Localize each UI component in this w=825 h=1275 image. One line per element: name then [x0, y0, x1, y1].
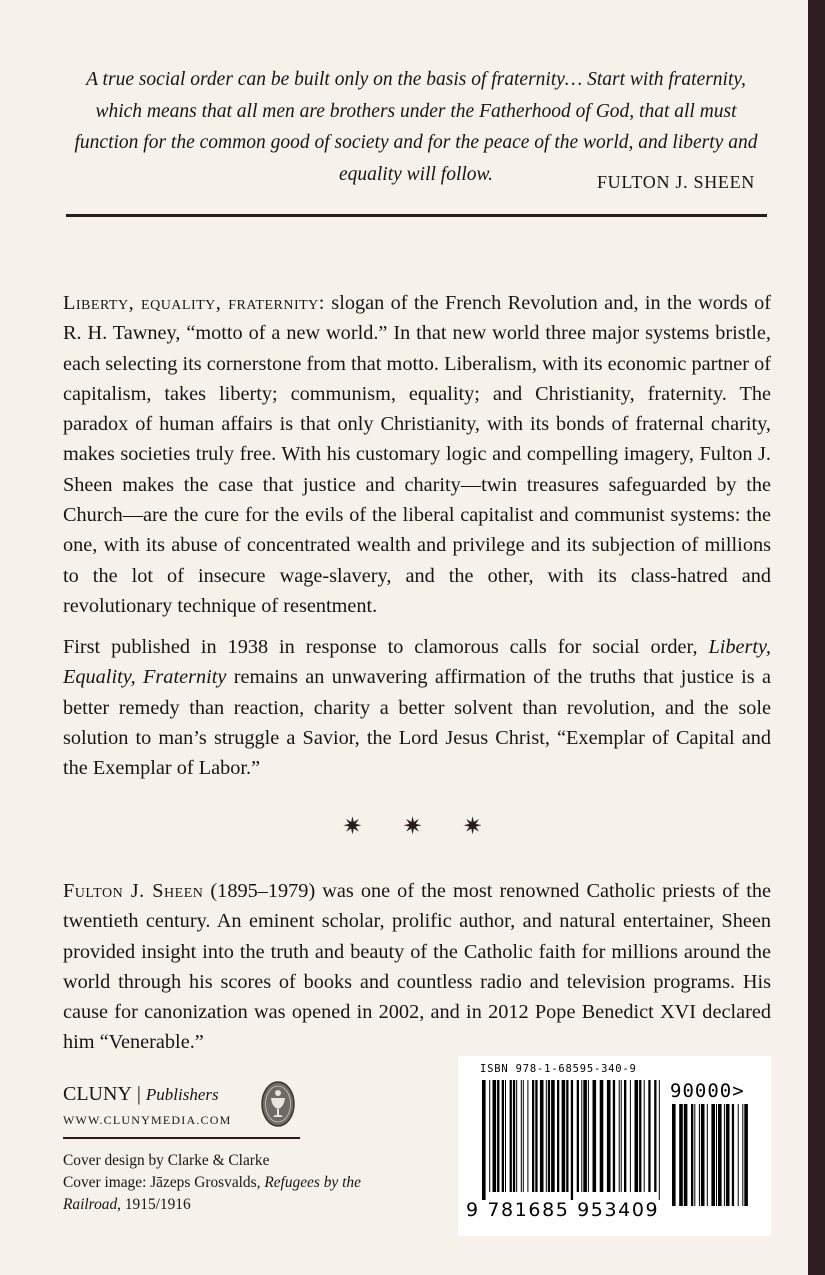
barcode-bar	[644, 1080, 645, 1192]
barcode-bar	[621, 1080, 622, 1192]
barcode-bar	[493, 1080, 497, 1192]
cover-image-title: Refugees by the Railroad	[63, 1174, 361, 1213]
barcode-bar	[630, 1080, 631, 1192]
description-p2-rest: remains an unwavering affirmation of the truths that justice is a better remedy than reaction, charity a better solvent than revolution, and the sole solution to man’s struggle a Savior, the Lord Jesus Christ, “Exemplar of Capital and the Exemplar of Labor.”	[63, 666, 771, 780]
ean-digits: 9 781685 953409	[466, 1199, 660, 1221]
book-spine-edge	[808, 0, 825, 1275]
barcode-bar	[639, 1080, 641, 1192]
barcode-bar	[619, 1080, 620, 1192]
barcode-bar	[516, 1080, 517, 1192]
barcode-bar	[624, 1080, 626, 1192]
barcode-bar	[707, 1104, 708, 1206]
isbn-barcode	[458, 1056, 771, 1236]
chalice-seal-icon	[260, 1080, 296, 1128]
barcode-bar	[546, 1080, 547, 1192]
star-ornament-icon: ✷	[342, 812, 363, 840]
barcode-bar	[562, 1080, 566, 1192]
publisher-imprint	[63, 1083, 219, 1106]
barcode-bar	[505, 1080, 506, 1192]
barcode-bar	[593, 1080, 597, 1192]
barcode-bar	[726, 1104, 730, 1206]
book-title-italic: Liberty, Equality, Fraternity	[63, 636, 771, 689]
description-paragraph-2	[63, 632, 771, 783]
epigraph-quote: A true social order can be built only on the basis of fraternity… Start with fraternity, which means that all men are brothers under the Fatherhood of God, that all must function for the common good of society and for the peace of the world, and liberty and equality will follow.	[74, 69, 758, 185]
barcode-bar	[527, 1080, 528, 1192]
barcode-bar	[648, 1080, 650, 1192]
barcode-bar	[510, 1080, 512, 1192]
description-paragraph-1	[63, 288, 771, 621]
author-bio	[63, 876, 771, 1058]
barcode-bar	[600, 1080, 604, 1192]
barcode-bar	[513, 1080, 515, 1192]
barcode-bar	[581, 1080, 582, 1192]
cover-credits	[63, 1150, 363, 1216]
barcode-bar	[659, 1080, 660, 1200]
barcode-bar	[701, 1104, 705, 1206]
barcode-bar	[607, 1080, 611, 1192]
section-divider-stars	[0, 812, 825, 840]
barcode-bar	[732, 1104, 734, 1206]
barcode-bar	[716, 1104, 717, 1206]
barcode-bar	[744, 1104, 748, 1206]
barcode-bar	[679, 1104, 683, 1206]
barcode-bar	[577, 1080, 579, 1192]
barcode-bar	[738, 1104, 739, 1206]
barcode-bar	[532, 1080, 534, 1192]
barcode-bar	[557, 1080, 559, 1192]
publisher-name: CLUNY	[63, 1083, 132, 1105]
barcode-bar	[635, 1080, 639, 1192]
barcode-bar	[699, 1104, 700, 1206]
isbn-label: ISBN 978-1-68595-340-9	[480, 1063, 637, 1075]
star-ornament-icon: ✷	[462, 812, 483, 840]
barcode-bar	[742, 1104, 743, 1206]
barcode-bar	[540, 1080, 544, 1192]
barcode-bar	[497, 1080, 499, 1192]
barcode-bar	[711, 1104, 715, 1206]
barcode-bar	[718, 1104, 722, 1206]
barcode-bar	[523, 1080, 524, 1192]
barcode-bar	[672, 1104, 676, 1206]
barcode-bar	[551, 1080, 555, 1192]
barcode-bar	[489, 1080, 490, 1192]
barcode-bar	[583, 1080, 587, 1192]
barcode-bar	[548, 1080, 550, 1192]
barcode-bar	[654, 1080, 656, 1192]
epigraph-divider-rule	[66, 214, 767, 217]
barcode-bar	[535, 1080, 537, 1192]
barcode-bar	[588, 1080, 589, 1192]
barcode-bar	[521, 1080, 522, 1192]
barcode-bar	[571, 1080, 573, 1200]
description-body: slogan of the French Revolution and, in the words of R. H. Tawney, “motto of a new world.” In that new world three major systems bristle, each selecting its cornerstone from that motto. Liberalism, with its economic partner of capitalism, takes liberty; communism, equality; and Christianity, fraternity. The paradox of human affairs is that only Christianity, with its bonds of fraternal charity, makes societies truly free. With his customary logic and compelling imagery, Fulton J. Sheen makes the case that justice and charity—twin treasures safeguarded by the Church—are the cure for the evils of the liberal capitalist and communist systems: the one, with its abuse of concentrated wealth and privilege and its subjection of millions to the lot of insecure wage-slavery, and the other, with its class-hatred and revolutionary technique of resentment.	[63, 292, 771, 617]
author-name: Fulton J. Sheen	[63, 880, 204, 902]
barcode-bar	[566, 1080, 568, 1192]
description-p2-start: First published in 1938 in response to clamorous calls for social order,	[63, 636, 698, 658]
barcode-bar	[691, 1104, 693, 1206]
barcode-bar	[724, 1104, 725, 1206]
star-ornament-icon: ✷	[402, 812, 423, 840]
barcode-bar	[482, 1080, 486, 1200]
author-bio-text: (1895–1979) was one of the most renowned Catholic priests of the twentieth century. An eminent scholar, prolific author, and natural entertainer, Sheen provided insight into the truth and beauty of the Catholic faith for millions around the world through his scores of books and countless radio and television programs. His cause for canonization was opened in 2002, and in 2012 Pope Benedict XVI declared him “Venerable.”	[63, 880, 771, 1054]
barcode-bar	[694, 1104, 695, 1206]
epigraph-attribution: FULTON J. SHEEN	[596, 172, 755, 192]
barcode-bar	[502, 1080, 504, 1192]
cover-design-credit: Cover design by Clarke & Clarke	[63, 1152, 270, 1169]
price-addon-number: 90000>	[670, 1080, 745, 1102]
cover-image-credit: Cover image: Jāzeps Grosvalds, Refugees by the Railroad, 1915/1916	[63, 1174, 361, 1213]
publisher-website: WWW.CLUNYMEDIA.COM	[63, 1113, 232, 1127]
description-lead: Liberty, equality, fraternity:	[63, 292, 325, 314]
barcode-bar	[613, 1080, 615, 1192]
barcode-bar	[684, 1104, 688, 1206]
publisher-divider-rule	[63, 1137, 300, 1139]
publisher-subtitle: Publishers	[145, 1085, 219, 1104]
publisher-separator: |	[136, 1083, 141, 1105]
